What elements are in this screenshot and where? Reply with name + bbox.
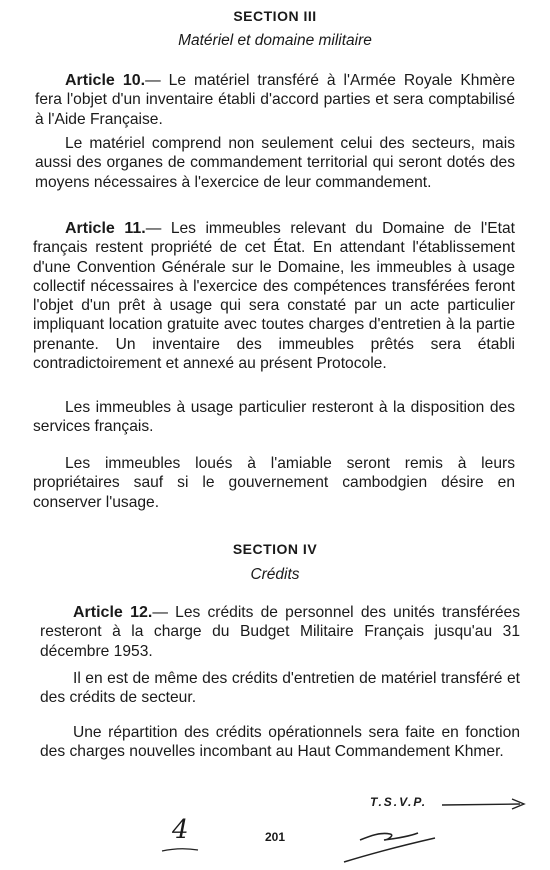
section-3-title: SECTION III bbox=[233, 8, 317, 24]
article-11-paragraph-3: Les immeubles loués à l'amiable seront remis à leurs propriétaires sauf si le gouvernement cambodgien désire en conserver l'usage. bbox=[33, 455, 515, 511]
article-12-paragraph-2: Il en est de même des crédits d'entretien de matériel transféré et des crédits de secteur. bbox=[40, 670, 520, 707]
initials-mark: 4 bbox=[172, 815, 189, 845]
article-10-paragraph-2: Le matériel comprend non seulement celui des secteurs, mais aussi des organes de commandement territorial qui seront dotés des moyens nécessaires à l'exercice de leur commandement. bbox=[35, 135, 515, 191]
article-10-text: — Le matériel transféré à l'Armée Royale Khmère fera l'objet d'un inventaire établi d'accord parties et sera comptabilisé à l'Aide Française. bbox=[35, 72, 516, 128]
page-number: 201 bbox=[264, 830, 286, 844]
section-4-title: SECTION IV bbox=[232, 541, 318, 557]
section-4-subtitle: Crédits bbox=[250, 566, 300, 583]
article-11-paragraph bbox=[33, 219, 515, 373]
article-12-label: Article 12. bbox=[73, 604, 153, 621]
article-10-label: Article 10. bbox=[65, 72, 146, 89]
article-11-text: — Les immeubles relevant du Domaine de l'Etat français restent propriété de cet État. En attendant l'établissement d'une Convention Générale sur le Domaine, les immeubles à usage collectif nécessaires à l'exercice des compétences transférées feront l'objet d'un prêt à usage qui sera constaté par un acte particulier impliquant location gratuite avec toutes charges d'entretien à la partie prenante. Un inventaire des immeubles prêtés sera établi contradictoirement et annexé au présent Protocole. bbox=[33, 220, 515, 373]
article-12-text: — Les crédits de personnel des unités transférées resteront à la charge du Budget Militaire Français jusqu'au 31 décembre 1953. bbox=[40, 604, 521, 660]
margin-note: T.S.V.P. bbox=[370, 795, 428, 809]
arrow-icon bbox=[440, 796, 530, 812]
signature bbox=[340, 818, 440, 868]
section-3-subtitle: Matériel et domaine militaire bbox=[178, 32, 372, 49]
initials-underline bbox=[160, 846, 200, 854]
article-12-paragraph bbox=[40, 603, 520, 661]
article-11-paragraph-2: Les immeubles à usage particulier resteront à la disposition des services français. bbox=[33, 399, 515, 436]
article-12-paragraph-3: Une répartition des crédits opérationnels sera faite en fonction des charges nouvelles incombant au Haut Commandement Khmer. bbox=[40, 724, 520, 761]
article-11-label: Article 11. bbox=[65, 220, 146, 237]
article-10-paragraph bbox=[35, 71, 515, 129]
